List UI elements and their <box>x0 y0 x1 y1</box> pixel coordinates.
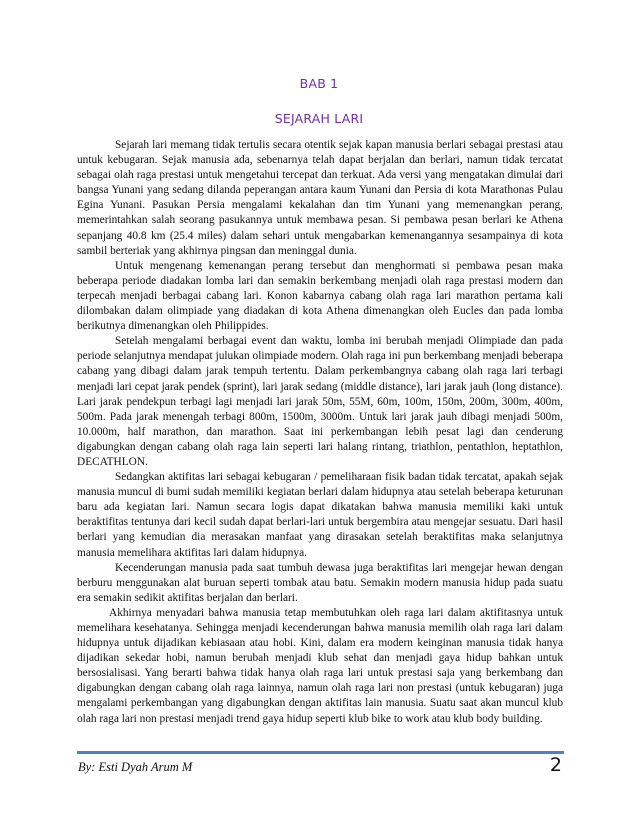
paragraph: Kecenderungan manusia pada saat tumbuh dewasa juga beraktifitas lari mengejar hewan dengan berburu menggunakan alat buruan seperti tombak atau batu. Semakin modern manusia hidup pada suatu era semakin sedikit aktifitas berjalan dan berlari. <box>77 561 563 604</box>
page-number: 2 <box>549 754 562 776</box>
paragraph: Setelah mengalami berbagai event dan waktu, lomba ini berubah menjadi Olimpiade dan pada periode selanjutnya mendapat julukan olimpiade modern. Olah raga ini pun berkembang menjadi beberapa cabang yang dibagi dalam jarak tempuh tertentu. Dalam perkembangnya cabang olah raga lari terbagi menjadi lari cepat jarak pendek (sprint), lari jarak sedang (middle distance), lari jarak jauh (long distance). Lari jarak pendekpun terbagi lagi menjadi lari jarak 50m, 55M, 60m, 100m, 150m, 200m, 300m, 400m, 500m. Pada jarak menengah terbagi 800m, 1500m, 3000m. Untuk lari jarak jauh dibagi menjadi 500m, 10.000m, half marathon, dan marathon. Saat ini perkembangan lebih pesat lagi dan cenderung digabungkan dengan cabang olah raga lain seperti lari halang rintang, triathlon, pentathlon, heptathlon, DECATHLON. <box>77 335 563 468</box>
paragraph: Untuk mengenang kemenangan perang tersebut dan menghormati si pembawa pesan maka beberapa periode diadakan lomba lari dan semakin berkembang menjadi olah raga prestasi modern dan terpecah menjadi berbagai cabang lari. Konon kabarnya cabang olah raga lari marathon pertama kali dilombakan dalam olimpiade yang diadakan di kota Athena dimenangkan oleh Eucles dan pada lomba berikutnya dimenangkan oleh Philippides. <box>77 259 563 333</box>
chapter-title: SEJARAH LARI <box>274 111 364 126</box>
footer-divider <box>77 751 564 754</box>
footer-author: By: Esti Dyah Arum M <box>78 760 193 774</box>
chapter-label: BAB 1 <box>299 76 339 91</box>
body-text <box>77 138 563 727</box>
paragraph: Sejarah lari memang tidak tertulis secara otentik sejak kapan manusia berlari sebagai prestasi atau untuk kebugaran. Sejak manusia ada, sebenarnya telah dapat berjalan dan berlari, namun tidak tercatat sebagai olah raga prestasi untuk mengetahui tercepat dan terkuat. Ada versi yang mengatakan dimulai dari bangsa Yunani yang sedang dilanda peperangan antara kaum Yunani dan Persia di kota Marathonas Pulau Egina Yunani. Pasukan Persia mengalami kekalahan dan tim Yunani yang memenangkan perang, memerintahkan salah seorang pasukannya untuk membawa pesan. Si pembawa pesan berlari ke Athena sepanjang 40.8 km (25.4 miles) dalam sehari untuk mengabarkan kemenangannya sesampainya di kota sambil berteriak yang akhirnya pingsan dan meninggal dunia. <box>77 139 563 257</box>
paragraph: Sedangkan aktifitas lari sebagai kebugaran / pemeliharaan fisik badan tidak tercatat, apakah sejak manusia muncul di bumi sudah memiliki kegiatan berlari dalam hidupnya atau setelah beberapa keturunan baru ada kegiatan lari. Namun secara logis dapat dikatakan bahwa manusia memiliki kaki untuk beraktifitas tentunya dari kecil sudah dapat berlari-lari untuk bergembira atau mengejar sesuatu. Dari hasil berlari yang kemudian dia merasakan manfaat yang dirasakan setelah beraktifitas maka selanjutnya manusia memelihara aktifitas lari dalam hidupnya. <box>77 471 563 559</box>
paragraph: Akhirnya menyadari bahwa manusia tetap membutuhkan oleh raga lari dalam aktifitasnya untuk memelihara kesehatanya. Sehingga menjadi kecenderungan bahwa manusia memilih olah raga lari dalam hidupnya untuk dijadikan kebiasaan atau hobi. Kini, dalam era modern keinginan manusia tidak hanya dijadikan sekedar hobi, namun berubah menjadi klub sehat dan menjadi gaya hidup bahkan untuk bersosialisasi. Yang berarti bahwa tidak hanya olah raga lari untuk prestasi saja yang berkembang dan digabungkan dengan cabang olah raga lainnya, namun olah raga lari non prestasi (untuk kebugaran) juga mengalami perkembangan yang digabungkan dengan aktifitas lain manusia. Suatu saat akan muncul klub olah raga lari non prestasi menjadi trend gaya hidup seperti klub bike to work atau klub body building. <box>77 606 563 725</box>
